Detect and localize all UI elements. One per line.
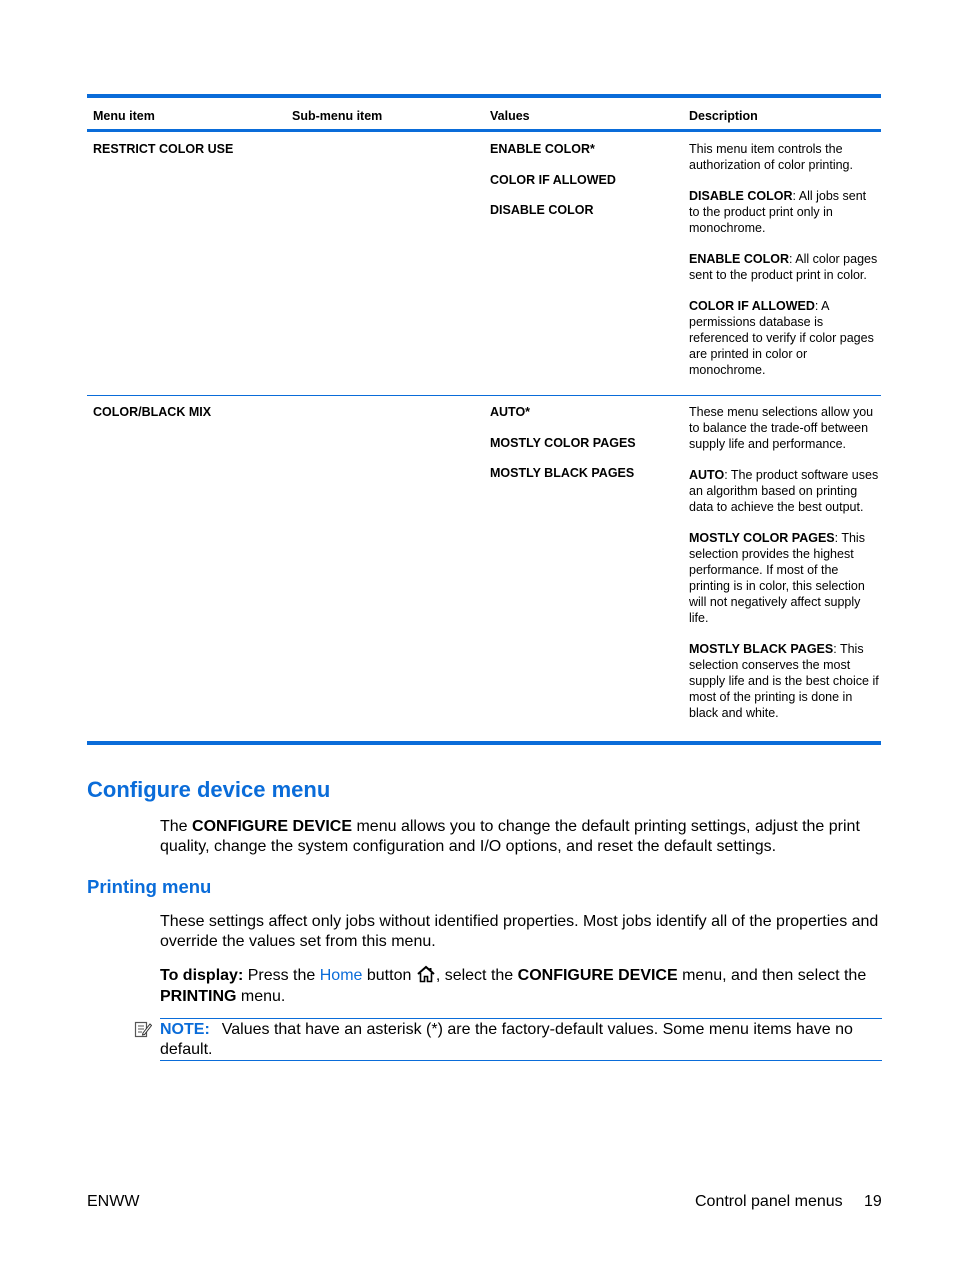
subsection-paragraph: These settings affect only jobs without identified properties. Most jobs identify all of the properties and override the values set from this menu. (160, 913, 879, 950)
home-link[interactable]: Home (319, 967, 363, 984)
home-icon (416, 965, 436, 983)
description-paragraph: MOSTLY BLACK PAGES: This selection conserves the most supply life and is the best choice if most of the printing is done in black and white. (689, 642, 879, 720)
footer-section-name: Control panel menus (695, 1193, 843, 1210)
description-cell (689, 404, 879, 721)
value-option: DISABLE COLOR (490, 203, 594, 217)
description-cell (689, 141, 879, 378)
footer-left: ENWW (87, 1193, 140, 1210)
values-cell (490, 404, 636, 481)
values-cell (490, 141, 616, 218)
table-row (87, 132, 881, 395)
subsection-title: Printing menu (87, 876, 212, 897)
value-option: COLOR IF ALLOWED (490, 173, 616, 187)
description-paragraph: This menu item controls the authorization of color printing. (689, 142, 853, 172)
menu-item-cell: COLOR/BLACK MIX (93, 405, 212, 419)
description-paragraph: These menu selections allow you to balance the trade-off between supply life and performance. (689, 405, 874, 451)
table-bottom-rule (87, 741, 881, 745)
display-instructions: To display: Press the Home button , select the CONFIGURE DEVICE menu, and then select the PRINTING menu. (160, 967, 867, 1005)
header-description: Description (689, 109, 758, 123)
description-paragraph: DISABLE COLOR: All jobs sent to the product print only in monochrome. (689, 189, 867, 235)
section-title: Configure device menu (87, 777, 331, 802)
note-text: NOTE: Values that have an asterisk (*) are the factory-default values. Some menu items have no default. (160, 1021, 853, 1058)
menu-item-cell: RESTRICT COLOR USE (93, 142, 234, 156)
value-option: AUTO* (490, 405, 531, 419)
value-option: ENABLE COLOR* (490, 142, 595, 156)
page-number: 19 (864, 1193, 882, 1210)
note-icon (134, 1020, 152, 1038)
description-paragraph: AUTO: The product software uses an algorithm based on printing data to achieve the best output. (689, 468, 879, 514)
menu-table (87, 94, 881, 745)
description-paragraph: ENABLE COLOR: All color pages sent to the product print in color. (689, 252, 878, 282)
header-values: Values (490, 109, 530, 123)
value-option: MOSTLY BLACK PAGES (490, 466, 635, 480)
table-row (87, 396, 881, 741)
header-menu-item: Menu item (93, 109, 155, 123)
description-paragraph: COLOR IF ALLOWED: A permissions database is referenced to verify if color pages are printed in color or monochrome. (689, 299, 874, 377)
description-paragraph: MOSTLY COLOR PAGES: This selection provides the highest performance. If most of the printing is in color, this selection will not negatively affect supply life. (689, 531, 865, 625)
note-label: NOTE: (160, 1021, 210, 1038)
table-header-row (87, 98, 881, 129)
value-option: MOSTLY COLOR PAGES (490, 436, 636, 450)
section-intro: The CONFIGURE DEVICE menu allows you to change the default printing settings, adjust the print quality, change the system configuration and I/O options, and reset the default settings. (160, 818, 860, 855)
header-sub-menu-item: Sub-menu item (292, 109, 383, 123)
